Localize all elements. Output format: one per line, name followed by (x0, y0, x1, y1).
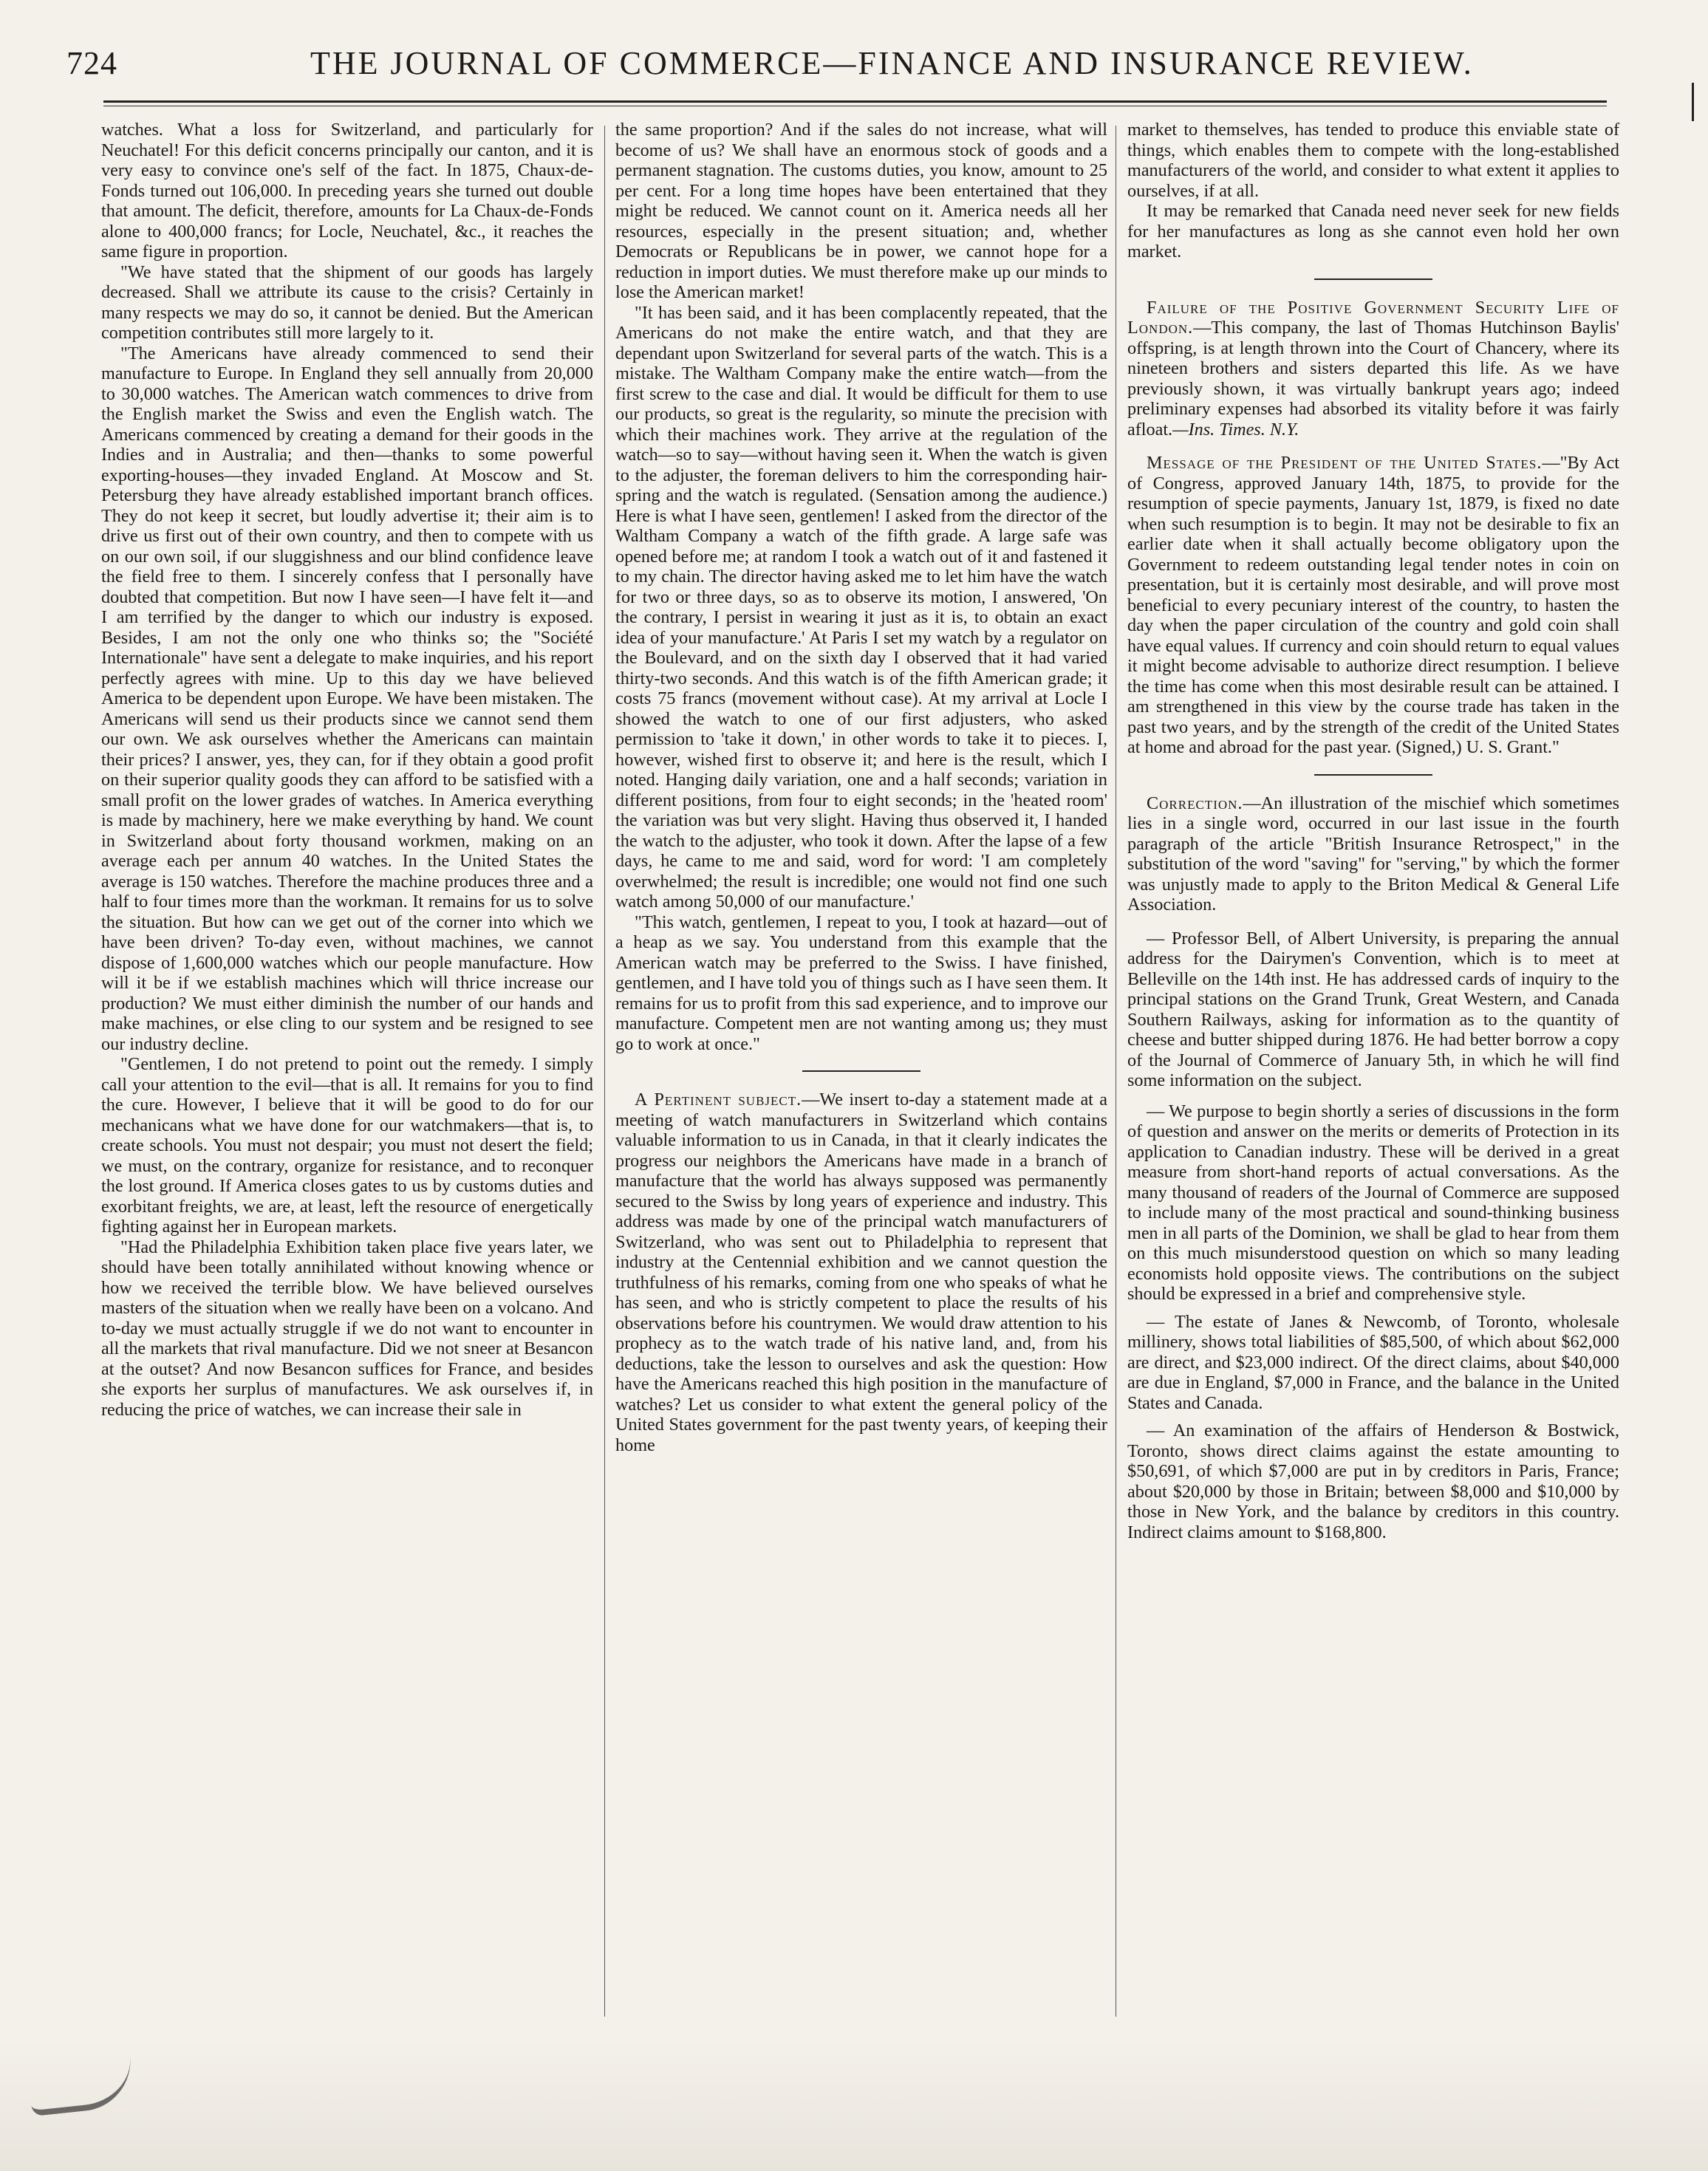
margin-mark (1692, 83, 1694, 121)
column-1 (101, 120, 593, 1420)
section-divider (1314, 278, 1432, 280)
paragraph: It may be remarked that Canada need never seek for new fields for her manufactures as long as she cannot even hold her own market. (1127, 201, 1619, 261)
column-2 (615, 120, 1107, 1455)
paragraph: "It has been said, and it has been complacently repeated, that the Americans do not make the entire watch, and that they are dependant upon Switzerland for several parts of the watch. This is a mistake. The Waltham Company make the entire watch—from the first screw to the case and dial. It would be difficult for them to use our products, so great is the regularity, so minute the precision with which their machines work. They arrive at the regulation of the watch—so to say—without having seen it. When the watch is given to the adjuster, the foreman delivers to him the corresponding hair-spring and the watch is regulated. (Sensation among the audience.) Here is what I have seen, gentlemen! I asked from the director of the Waltham Company a watch of the fifth grade. A large safe was opened before me; at random I took a watch out of it and fastened it to my chain. The director having asked me to let him have the watch for two or three days, so as to observe its motion, I answered, 'On the contrary, I persist in wearing it just as it is, to obtain an exact idea of your manufacture.' At Paris I set my watch by a regulator on the Boulevard, and on the sixth day I observed that it had varied thirty-two seconds. And this watch is of the fifth American grade; it costs 75 francs (movement without case). At my arrival at Locle I showed the watch to one of our first adjusters, who asked permission to 'take it down,' in other words to take it to pieces. I, however, wished first to observe it; and here is the result, which I noted. Hanging daily variation, one and a half seconds; variation in different positions, from four to eight seconds; in the 'heated room' the variation was but very slight. Having thus observed it, I handed the watch to the adjuster, who took it down. After the lapse of a few days, he came to me and said, word for word: 'I am completely overwhelmed; the result is incredible; one would not find one such watch among 50,000 of our manufacture.' (615, 302, 1107, 912)
article-lead: Failure of the Positive Government Security Life of London. (1127, 297, 1619, 338)
article-source: —Ins. Times. N.Y. (1172, 419, 1299, 440)
column-3 (1127, 120, 1619, 1542)
article-message (1127, 453, 1619, 758)
paragraph: "Gentlemen, I do not pretend to point out the remedy. I simply call your attention to the evil—that is all. It remains for you to find the cure. However, I believe that it will be good to do for our mechanicans what we have done for our watchmakers—that is, to create schools. You must not despair; you must not desert the field; we must, on the contrary, organize for resistance, and to reconquer the lost ground. If America closes gates to us by customs duties and exorbitant freights, we are, at least, left the resource of energetically fighting against her in European markets. (101, 1054, 593, 1237)
article-text: —An illustration of the mischief which sometimes lies in a single word, occurred in our last issue in the fourth paragraph of the article "British Insurance Retrospect," in the substitution of the word "saving" for "serving," by which the former was unjustly made to apply to the Briton Medical & General Life Association. (1127, 793, 1619, 914)
paragraph: market to themselves, has tended to produce this enviable state of things, which enables them to compete with the long-established manufacturers of the world, and consider to what extent it applies to ourselves, if at all. (1127, 120, 1619, 201)
page-header (66, 44, 1625, 96)
article-lead: Correction. (1147, 793, 1243, 813)
article-correction (1127, 793, 1619, 915)
paragraph: the same proportion? And if the sales do not increase, what will become of us? We shall have an enormous stock of goods and a permanent stagnation. The customs duties, you know, amount to 25 per cent. For a long time hopes have been entertained that they might be reduced. We cannot count on it. America needs all her resources, especially in the present situation; and, whether Democrats or Republicans be in power, we cannot hope for a reduction in import duties. We must therefore make up our minds to lose the American market! (615, 120, 1107, 302)
article-lead: Message of the President of the United States. (1147, 453, 1543, 473)
paragraph: "We have stated that the shipment of our goods has largely decreased. Shall we attribute its cause to the crisis? Certainly in many respects we may do so, it cannot be denied. But the American competition contributes still more largely to it. (101, 261, 593, 343)
paragraph: watches. What a loss for Switzerland, and particularly for Neuchatel! For this deficit concerns principally our canton, and it is very easy to convince one's self of the fact. In 1875, Chaux-de-Fonds turned out 106,000. In preceding years she turned out double that amount. The deficit, therefore, amounts for La Chaux-de-Fonds alone to 400,000 francs; for Locle, Neuchatel, &c., it reaches the same figure in proportion. (101, 120, 593, 261)
news-item: — We purpose to begin shortly a series of discussions in the form of question and answer on the merits or demerits of Protection in its application to Canadian industry. These will be derived in a great measure from short-hand reports of actual conversations. As the many thousand of readers of the Journal of Commerce are supposed to include many of the most practical and sound-thinking business men in all parts of the Dominion, we shall be glad to hear from them on this much misunderstood question on which so many leading economists hold opposite views. The contributions on the subject should be expressed in a brief and comprehensive style. (1127, 1101, 1619, 1304)
header-rule (103, 100, 1607, 103)
column-divider (604, 126, 605, 2017)
paragraph: "Had the Philadelphia Exhibition taken place five years later, we should have been totally annihilated without knowing whence or how we received the terrible blow. We have believed ourselves masters of the situation when we really have been on a volcano. And to-day we must actually struggle if we do not want to encounter in all the markets that rival manufacture. Did we not sneer at Besancon at the outset? And now Besancon suffices for France, and besides she exports her surplus of manufactures. We ask ourselves if, in reducing the price of watches, we can increase their sale in (101, 1237, 593, 1420)
article-text: —"By Act of Congress, approved January 14th, 1875, to provide for the resumption of specie payments, January 1st, 1879, is fixed no date when such resumption is to begin. It may not be desirable to fix an earlier date when it shall actually become obligatory upon the Government to redeem outstanding legal tender notes in coin on presentation, but it is certainly most desirable, and will prove most beneficial to every pecuniary interest of the country, to hasten the day when the paper circulation of the country and gold coin shall have equal values. If currency and coin should return to equal values it might become advisable to authorize direct resumption. I believe the time has come when this most desirable result can be attained. I am strengthened in this view by the course trade has taken in the past two years, and by the strength of the credit of the United States at home and abroad for the past year. (Signed,) U. S. Grant." (1127, 453, 1619, 757)
article-text: —This company, the last of Thomas Hutchinson Baylis' offspring, is at length thrown into the Court of Chancery, where its nineteen brothers and sisters departed this life. As we have previously shown, it was virtually bankrupt years ago; indeed preliminary expenses had absorbed its vitality before it was fairly afloat. (1127, 318, 1619, 440)
article-failure (1127, 298, 1619, 440)
section-divider (802, 1070, 920, 1072)
article-lead: A Pertinent subject. (635, 1090, 802, 1110)
news-item: — Professor Bell, of Albert University, is preparing the annual address for the Dairymen's Convention, which is to meet at Belleville on the 14th inst. He has addressed cards of inquiry to the principal stations on the Grand Trunk, Great Western, and Canada Southern Railways, asking for information as to the quantity of cheese and butter shipped during 1876. He had better borrow a copy of the Journal of Commerce of January 5th, in which he will find some information on the subject. (1127, 928, 1619, 1090)
running-title: THE JOURNAL OF COMMERCE—FINANCE AND INSURANCE REVIEW. (310, 45, 1474, 81)
section-divider (1314, 774, 1432, 776)
page-number: 724 (66, 45, 117, 81)
article-pertinent-subject (615, 1090, 1107, 1455)
news-item: — The estate of Janes & Newcomb, of Toronto, wholesale millinery, shows total liabilities of $85,500, of which about $62,000 are direct, and $23,000 indirect. Of the direct claims, about $40,000 are due in England, $7,000 in France, and the balance in the United States and Canada. (1127, 1311, 1619, 1413)
article-text: —We insert to-day a statement made at a meeting of watch manufacturers in Switzerland which contains valuable information to us in Canada, in that it clearly indicates the progress our neighbors the Americans have made in a branch of manufacture that the world has always supposed was permanently secured to the Swiss by long years of experience and industry. This address was made by one of the principal watch manufacturers of Switzerland, who was sent out to Philadelphia to represent that industry at the Centennial exhibition and we cannot question the truthfulness of his remarks, coming from one who speaks of what he has seen, and who is strictly competent to place the results of his observations before his countrymen. We would draw attention to his prophecy as to the watch trade of his native land, and, from his deductions, take the lesson to ourselves and ask the question: How have the Americans reached this high position in the manufacture of watches? Let us consider to what extent the general policy of the United States government for the past twenty years, of keeping their home (615, 1090, 1107, 1455)
news-item: — An examination of the affairs of Henderson & Bostwick, Toronto, shows direct claims against the estate amounting to $50,691, of which $7,000 are put in by creditors in Paris, France; about $20,000 by those in Britain; between $8,000 and $10,000 by those in New York, and the balance by creditors in this country. Indirect claims amount to $168,800. (1127, 1420, 1619, 1542)
paragraph: "The Americans have already commenced to send their manufacture to Europe. In England they sell annually from 20,000 to 30,000 watches. The American watch commences to drive from the English market the Swiss and even the English watch. The Americans commenced by creating a demand for their goods in the Indies and in Australia; and then—thanks to some powerful exporting-houses—they invaded England. At Moscow and St. Petersburg they have already established important branch offices. They do not keep it secret, but loudly advertise it; their aim is to drive us first out of their own country, and then to compete with us on our own soil, if our sluggishness and our blind confidence leave the field free to them. I sincerely confess that I personally have doubted that competition. But now I have seen—I have felt it—and I am terrified by the danger to which our industry is exposed. Besides, I am not the only one who thinks so; the "Société Internationale" have sent a delegate to make inquiries, and his report perfectly agrees with mine. Up to this day we have believed America to be dependent upon Europe. We have been mistaken. The Americans will send us their products since we cannot send them our own. We ask ourselves whether the Americans can maintain their prices? I answer, yes, they can, for if they obtain a good profit on their superior quality goods they can afford to be satisfied with a small profit on the lower grades of watches. In America everything is made by machinery, here we make everything by hand. We count in Switzerland about forty thousand workmen, making on an average each per annum 40 watches. In the United States the average is 150 watches. Therefore the machine produces three and a half to four times more than the workman. It remains for us to solve the situation. But how can we get out of the corner into which we have been driven? To-day even, without machines, we cannot dispose of 1,600,000 watches which our people manufacture. How will it be if we establish machines which will thrice increase our production? We must either diminish the number of our hands and make machines, or else cling to our system and be resigned to see our industry decline. (101, 343, 593, 1054)
page-edge-shading (0, 2039, 1708, 2171)
paragraph: "This watch, gentlemen, I repeat to you, I took at hazard—out of a heap as we say. You understand from this example that the American watch may be preferred to the Swiss. I have finished, gentlemen, and I have told you of things such as I have seen them. It remains for us to profit from this sad experience, and to improve our manufacture. Competent men are not wanting among us; they must go to work at once." (615, 912, 1107, 1054)
